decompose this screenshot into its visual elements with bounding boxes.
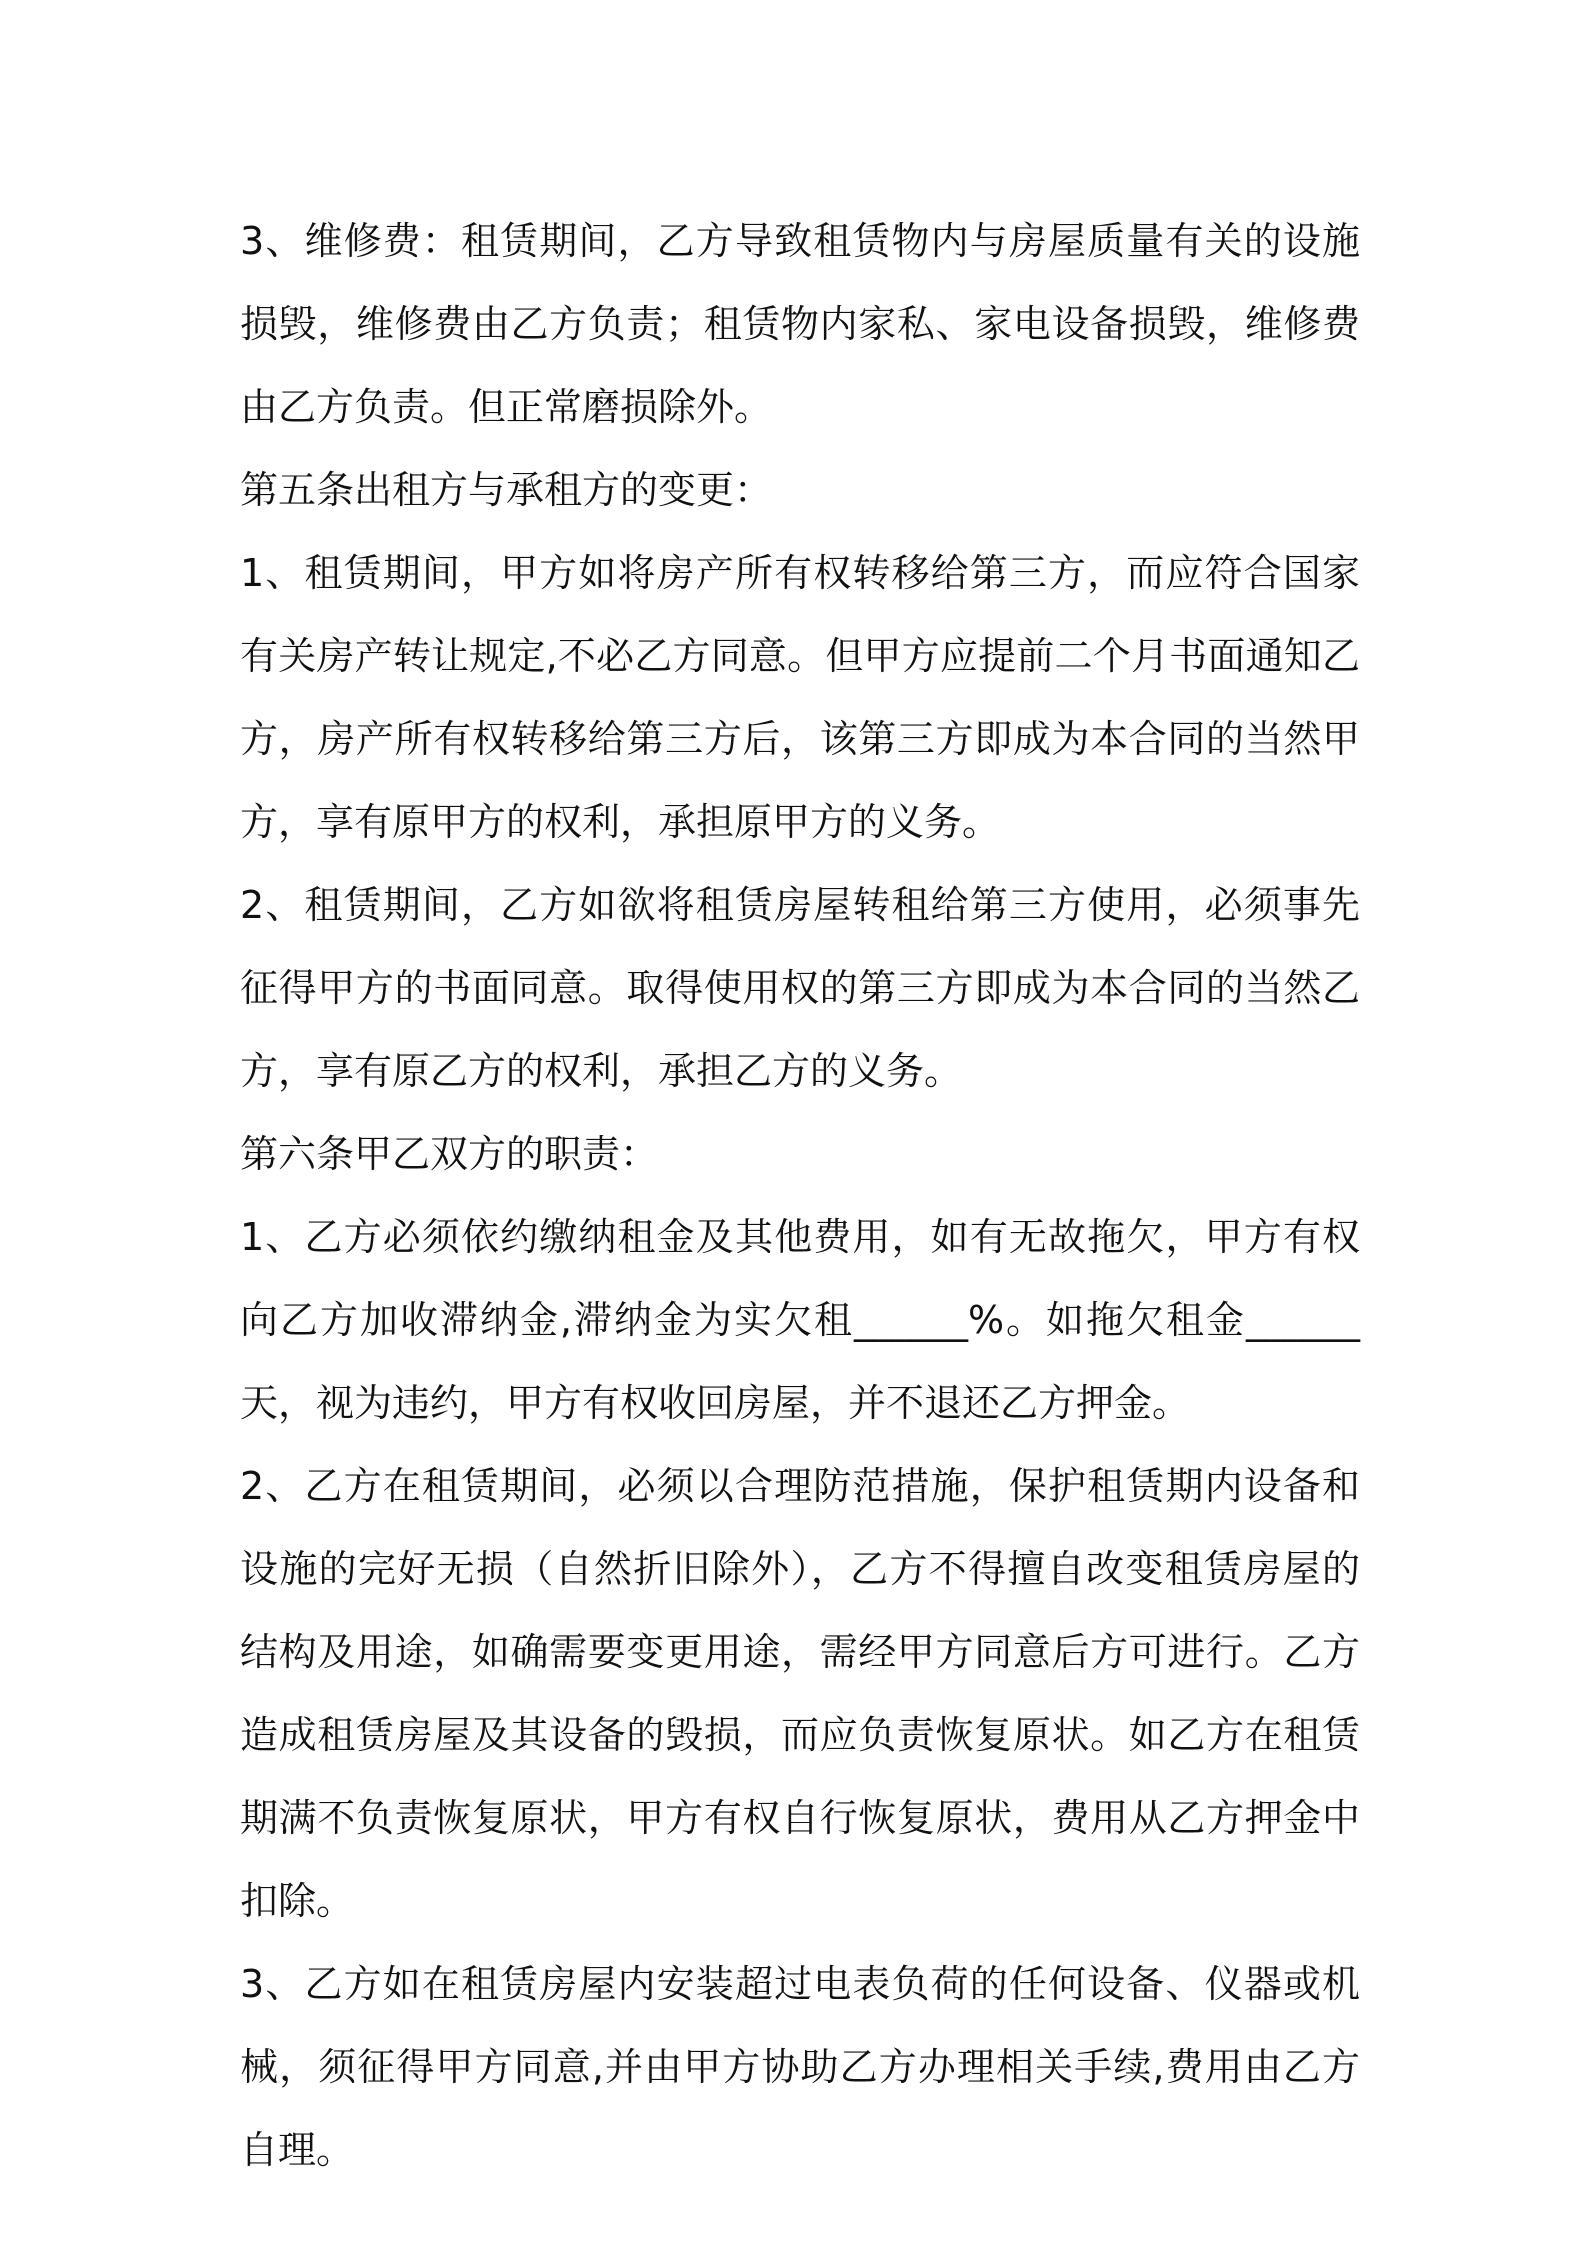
clause-maintenance: 2、乙方在租赁期间，必须以合理防范措施，保护租赁期内设备和设施的完好无损（自然折旧除外），乙方不得擅自改变租赁房屋的结构及用途，如确需要变更用途，需经甲方同意后方可进行。乙方造成租赁房屋及其设备的毁损，而应负责恢复原状。如乙方在租赁期满不负责恢复原状，甲方有权自行恢复原状，费用从乙方押金中扣除。 [240, 1464, 1360, 1923]
clause-rent-payment: 1、乙方必须依约缴纳租金及其他费用，如有无故拖欠，甲方有权向乙方加收滞纳金,滞纳金为实欠租______%。如拖欠租金______天，视为违约，甲方有权收回房屋，并不退还乙方押金。 [240, 1215, 1360, 1425]
contract-body [240, 200, 1360, 2192]
clause-repair-fee: 3、维修费：租赁期间，乙方导致租赁物内与房屋质量有关的设施损毁，维修费由乙方负责；租赁物内家私、家电设备损毁，维修费由乙方负责。但正常磨损除外。 [240, 219, 1360, 429]
clause-sublease: 2、租赁期间，乙方如欲将租赁房屋转租给第三方使用，必须事先征得甲方的书面同意。取得使用权的第三方即成为本合同的当然乙方，享有原乙方的权利，承担乙方的义务。 [240, 883, 1360, 1093]
clause-ownership-transfer: 1、租赁期间，甲方如将房产所有权转移给第三方，而应符合国家有关房产转让规定,不必乙方同意。但甲方应提前二个月书面通知乙方，房产所有权转移给第三方后，该第三方即成为本合同的当然甲方，享有原甲方的权利，承担原甲方的义务。 [240, 551, 1360, 844]
article-six-heading: 第六条甲乙双方的职责： [240, 1132, 659, 1176]
article-five-heading: 第五条出租方与承租方的变更： [240, 468, 773, 512]
clause-equipment-install: 3、乙方如在租赁房屋内安装超过电表负荷的任何设备、仪器或机械，须征得甲方同意,并由甲方协助乙方办理相关手续,费用由乙方自理。 [240, 1962, 1360, 2172]
